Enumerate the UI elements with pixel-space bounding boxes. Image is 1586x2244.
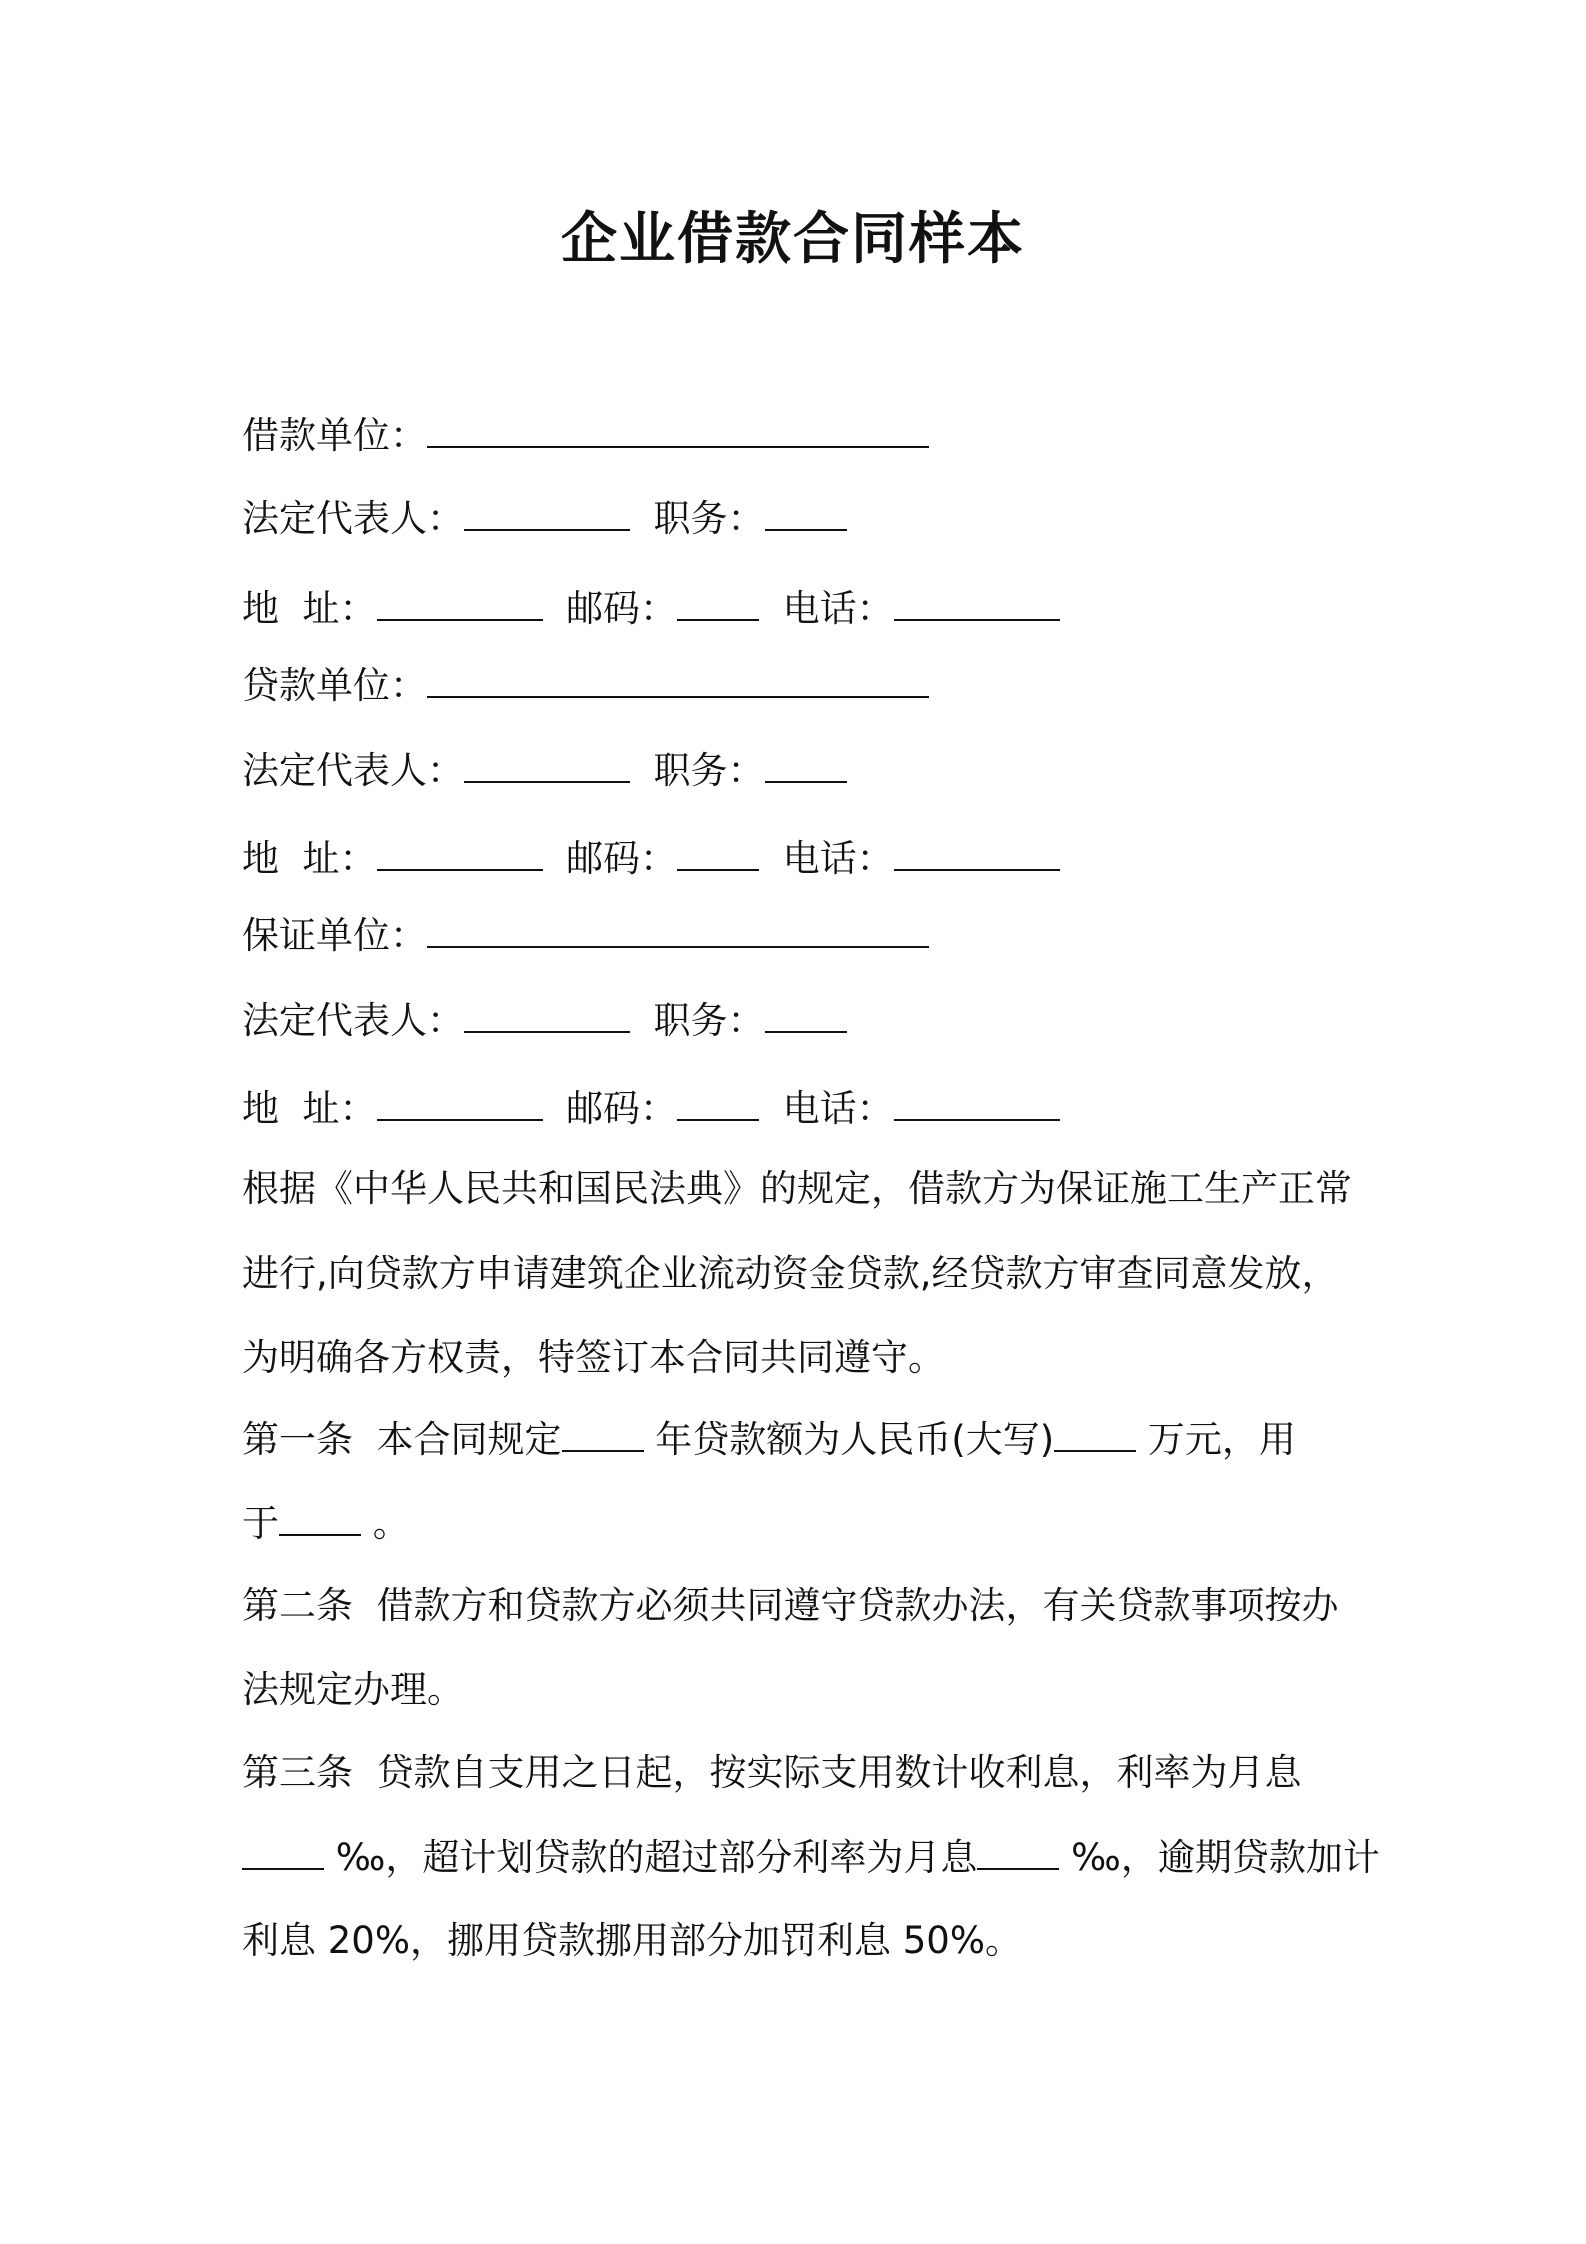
guarantor-rep-row <box>242 995 847 1047</box>
lender-unit-row <box>242 660 929 712</box>
article-1-text-b: 年贷款额为人民币(大写) <box>643 1418 1055 1461</box>
borrower-address-blank[interactable] <box>377 589 543 621</box>
lender-position-blank[interactable] <box>765 751 847 783</box>
article-1-text-d: 于 <box>242 1502 279 1545</box>
guarantor-address-blank[interactable] <box>377 1089 543 1121</box>
article-1-line-2 <box>242 1498 1362 1550</box>
lender-address-blank[interactable] <box>377 839 543 871</box>
preamble-line-1: 根据《中华人民共和国民法典》的规定，借款方为保证施工生产正常 <box>242 1167 1352 1210</box>
borrower-position-blank[interactable] <box>765 499 847 531</box>
borrower-address-label: 地 址： <box>242 587 377 630</box>
lender-postcode-blank[interactable] <box>677 839 759 871</box>
borrower-unit-blank[interactable] <box>427 416 929 448</box>
guarantor-unit-row <box>242 910 929 962</box>
lender-unit-label: 贷款单位： <box>242 664 427 707</box>
guarantor-unit-blank[interactable] <box>427 916 929 948</box>
guarantor-address-label: 地 址： <box>242 1087 377 1130</box>
article-3-line-2 <box>242 1832 1380 1884</box>
borrower-phone-blank[interactable] <box>894 589 1060 621</box>
guarantor-position-blank[interactable] <box>765 1001 847 1033</box>
lender-address-label: 地 址： <box>242 837 377 880</box>
preamble-line-3: 为明确各方权责，特签订本合同共同遵守。 <box>242 1336 945 1379</box>
borrower-phone-label: 电话： <box>782 587 894 630</box>
guarantor-postcode-blank[interactable] <box>677 1089 759 1121</box>
borrower-rep-label: 法定代表人： <box>242 497 464 540</box>
guarantor-unit-label: 保证单位： <box>242 914 427 957</box>
guarantor-phone-label: 电话： <box>782 1087 894 1130</box>
article-1-year-blank[interactable] <box>562 1420 644 1452</box>
article-2-line-1: 第二条 借款方和贷款方必须共同遵守贷款办法，有关贷款事项按办 <box>242 1584 1339 1627</box>
lender-postcode-label: 邮码： <box>566 837 678 880</box>
article-1-purpose-blank[interactable] <box>279 1504 361 1536</box>
article-2-line-2: 法规定办理。 <box>242 1668 464 1711</box>
guarantor-address-row <box>242 1083 1060 1135</box>
borrower-unit-row <box>242 410 929 462</box>
guarantor-postcode-label: 邮码： <box>566 1087 678 1130</box>
article-1-text-c: 万元，用 <box>1136 1418 1296 1461</box>
preamble-line-2: 进行,向贷款方申请建筑企业流动资金贷款,经贷款方审查同意发放， <box>242 1252 1339 1295</box>
borrower-unit-label: 借款单位： <box>242 414 427 457</box>
article-3-line-1: 第三条 贷款自支用之日起，按实际支用数计收利息，利率为月息 <box>242 1751 1302 1794</box>
article-1-line-1 <box>242 1414 1362 1466</box>
article-3-excess-rate-blank[interactable] <box>977 1838 1059 1870</box>
borrower-position-label: 职务： <box>653 497 765 540</box>
lender-position-label: 职务： <box>653 749 765 792</box>
document-title: 企业借款合同样本 <box>561 207 1025 272</box>
article-1-amount-blank[interactable] <box>1054 1420 1136 1452</box>
guarantor-rep-label: 法定代表人： <box>242 999 464 1042</box>
lender-unit-blank[interactable] <box>427 666 929 698</box>
borrower-postcode-blank[interactable] <box>677 589 759 621</box>
borrower-postcode-label: 邮码： <box>566 587 678 630</box>
lender-rep-label: 法定代表人： <box>242 749 464 792</box>
borrower-rep-row <box>242 493 847 545</box>
lender-phone-blank[interactable] <box>894 839 1060 871</box>
guarantor-phone-blank[interactable] <box>894 1089 1060 1121</box>
article-3-text-b: ‰，逾期贷款加计 <box>1059 1836 1380 1879</box>
article-3-line-3: 利息 20%，挪用贷款挪用部分加罚利息 50%。 <box>242 1919 1022 1962</box>
borrower-address-row <box>242 583 1060 635</box>
lender-rep-blank[interactable] <box>464 751 630 783</box>
borrower-rep-blank[interactable] <box>464 499 630 531</box>
guarantor-rep-blank[interactable] <box>464 1001 630 1033</box>
lender-address-row <box>242 833 1060 885</box>
article-1-text-a: 第一条 本合同规定 <box>242 1418 562 1461</box>
article-3-rate-blank[interactable] <box>242 1838 324 1870</box>
article-3-text-a: ‰，超计划贷款的超过部分利率为月息 <box>324 1836 978 1879</box>
article-1-text-e: 。 <box>361 1502 410 1545</box>
lender-phone-label: 电话： <box>782 837 894 880</box>
lender-rep-row <box>242 745 847 797</box>
guarantor-position-label: 职务： <box>653 999 765 1042</box>
